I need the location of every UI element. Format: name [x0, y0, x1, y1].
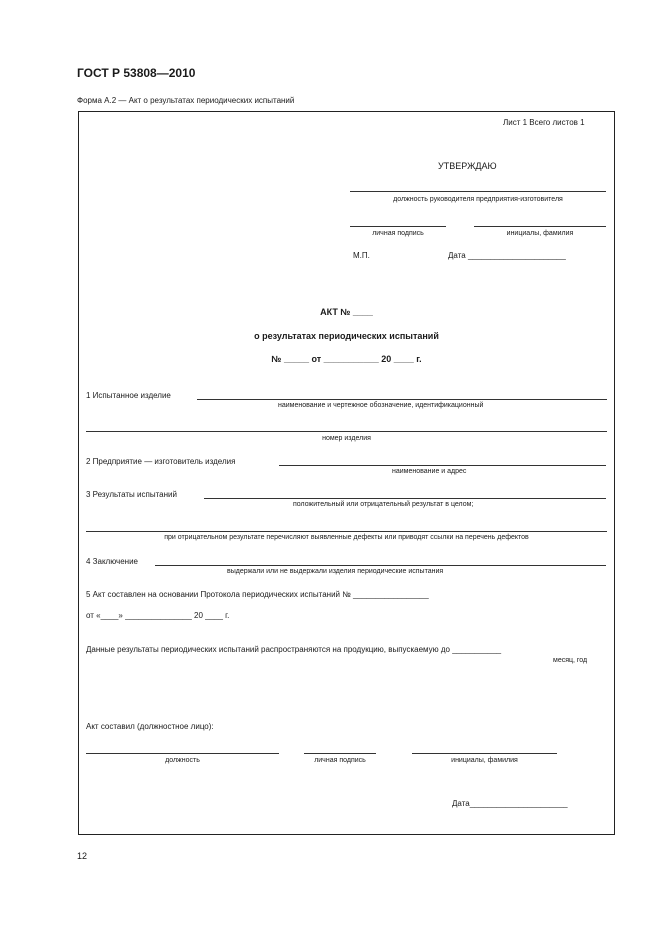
item-4-line — [155, 565, 606, 566]
item-2-label: 2 Предприятие — изготовитель изделия — [86, 457, 236, 466]
approval-date: Дата ______________________ — [448, 251, 566, 260]
standard-number: ГОСТ Р 53808—2010 — [77, 66, 196, 80]
item-5-basis: 5 Акт составлен на основании Протокола периодических испытаний № _________________ — [86, 590, 429, 599]
page-number: 12 — [77, 851, 88, 861]
item-3-line — [204, 498, 606, 499]
signature-hint: личная подпись — [372, 230, 424, 237]
name-hint: инициалы, фамилия — [506, 230, 574, 237]
item-3-label: 3 Результаты испытаний — [86, 490, 177, 499]
item-5-date: от «____» _______________ 20 ____ г. — [86, 611, 230, 620]
item-1-hint-2: номер изделия — [322, 435, 371, 442]
item-4-label: 4 Заключение — [86, 557, 138, 566]
item-3-hint-2: при отрицательном результате перечисляют выявленные дефекты или приводят ссылки на перечень дефектов — [164, 534, 529, 541]
compiled-position-hint: должность — [165, 757, 200, 764]
item-2-hint: наименование и адрес — [392, 468, 467, 475]
compiled-label: Акт составил (должностное лицо): — [86, 722, 214, 731]
item-4-hint: выдержали или не выдержали изделия периодические испытания — [227, 568, 444, 575]
compiled-name-line — [412, 753, 557, 754]
signature-line — [350, 226, 446, 227]
form-caption: Форма А.2 — Акт о результатах периодических испытаний — [77, 96, 295, 105]
item-1-line-2 — [86, 431, 607, 432]
compiled-date: Дата______________________ — [452, 799, 568, 808]
compiled-signature-hint: личная подпись — [314, 757, 366, 764]
sheet-count: Лист 1 Всего листов 1 — [503, 118, 585, 127]
position-line — [350, 191, 606, 192]
validity-text: Данные результаты периодических испытаний распространяются на продукцию, выпускаемую до ___________ — [86, 645, 502, 654]
compiled-signature-line — [304, 753, 376, 754]
item-1-label: 1 Испытанное изделие — [86, 391, 171, 400]
item-2-line — [279, 465, 606, 466]
approval-title: УТВЕРЖДАЮ — [438, 161, 497, 171]
act-subtitle: о результатах периодических испытаний — [254, 331, 439, 341]
item-1-hint: наименование и чертежное обозначение, идентификационный — [278, 402, 484, 409]
act-title: АКТ № ____ — [320, 307, 373, 317]
item-3-line-2 — [86, 531, 607, 532]
position-hint: должность руководителя предприятия-изготовителя — [393, 196, 563, 203]
compiled-name-hint: инициалы, фамилия — [451, 757, 518, 764]
act-number-line: № _____ от ___________ 20 ____ г. — [271, 354, 422, 364]
item-3-hint: положительный или отрицательный результат в целом; — [293, 501, 474, 508]
name-line — [474, 226, 606, 227]
compiled-position-line — [86, 753, 279, 754]
seal-label: М.П. — [353, 251, 370, 260]
validity-hint: месяц, год — [553, 657, 588, 664]
item-1-line — [197, 399, 607, 400]
